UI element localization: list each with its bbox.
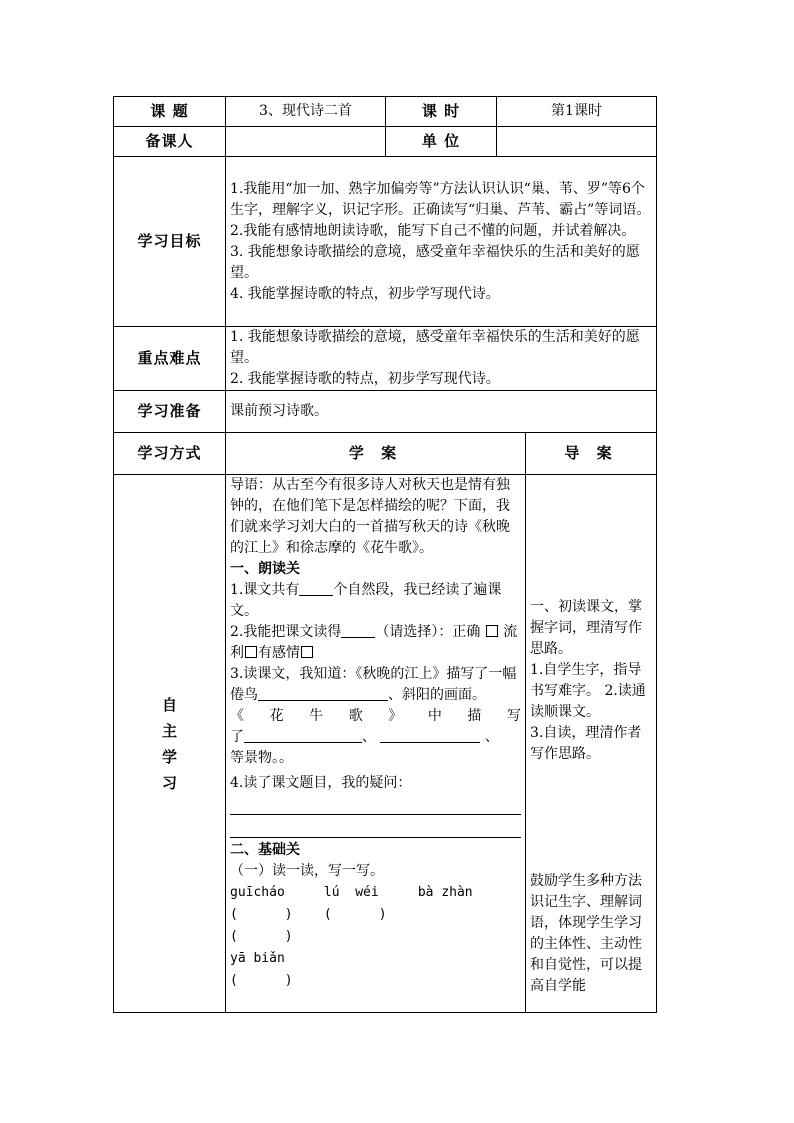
blank-birds[interactable] bbox=[258, 686, 388, 701]
topic-label: 课 题 bbox=[114, 97, 226, 127]
row-prep bbox=[114, 391, 657, 433]
section-basics: 二、基础关 bbox=[230, 842, 300, 858]
blank-read-level[interactable] bbox=[341, 623, 375, 638]
guide-item: 一、初读课文，掌握字词，理清写作思路。 bbox=[530, 599, 642, 657]
blank-scene-2[interactable] bbox=[380, 728, 480, 743]
sub-read-write: （一）读一读，写一写。 bbox=[230, 863, 384, 879]
blank-scene-1[interactable] bbox=[244, 728, 362, 743]
answer-parens-1: ( ) ( ) bbox=[230, 907, 387, 922]
plan-header: 学 案 bbox=[226, 433, 526, 475]
prep-value: 课前预习诗歌。 bbox=[226, 391, 657, 433]
keypoint-item: 2. 我能掌握诗歌的特点，初步学写现代诗。 bbox=[230, 371, 500, 387]
unit-value bbox=[497, 127, 657, 157]
keypoint-item: 1. 我能想象诗歌描绘的意境，感受童年幸福快乐的生活和美好的愿望。 bbox=[230, 329, 640, 366]
guide-item: 1.自学生字，指导书写难字。 2.读通读顺课文。 bbox=[530, 662, 646, 720]
keypoints-label: 重点难点 bbox=[114, 327, 226, 391]
topic-value: 3、现代诗二首 bbox=[226, 97, 386, 127]
question-1: 1.课文共有 个自然段，我已经读了遍课文。 bbox=[230, 582, 502, 619]
plan-content bbox=[226, 475, 526, 1013]
blank-paragraph-count[interactable] bbox=[299, 581, 333, 596]
question-3-line3: 了 、 、 bbox=[230, 729, 499, 745]
preparer-value bbox=[226, 127, 386, 157]
goals-label: 学习目标 bbox=[114, 157, 226, 327]
goal-item: 3. 我能想象诗歌描绘的意境，感受童年幸福快乐的生活和美好的愿望。 bbox=[230, 243, 640, 281]
question-3-line4: 等景物。。 bbox=[230, 750, 293, 766]
answer-line-1[interactable] bbox=[230, 794, 521, 815]
period-value: 第1课时 bbox=[497, 97, 657, 127]
self-study-label: 自 主 学 习 bbox=[114, 475, 226, 1013]
question-3: 3.读课文，我知道：《秋晚的江上》描写了一幅倦鸟 、斜阳的画面。 bbox=[230, 666, 517, 703]
unit-label: 单 位 bbox=[386, 127, 497, 157]
row-topic bbox=[114, 97, 657, 127]
goal-item: 1.我能用“加一加、熟字加偏旁等”方法认识认识“巢、苇、罗”等6个生字，理解字义，识记字形。正确读写“归巢、芦苇、霸占”等词语。 bbox=[230, 180, 651, 218]
row-goals bbox=[114, 157, 657, 327]
preparer-label: 备课人 bbox=[114, 127, 226, 157]
lesson-plan-table bbox=[113, 96, 657, 1013]
section-reading: 一、朗读关 bbox=[230, 561, 300, 577]
period-label: 课 时 bbox=[386, 97, 497, 127]
guide-item: 鼓励学生多种方法识记生字、理解词语，体现学生学习的主体性、主动性和自觉性，可以提高自学能 bbox=[530, 873, 642, 994]
pinyin-row-2: yā biǎn bbox=[230, 951, 285, 966]
method-label: 学习方式 bbox=[114, 433, 226, 475]
answer-line-2[interactable] bbox=[230, 817, 521, 838]
row-preparer bbox=[114, 127, 657, 157]
pinyin-row-1: guīcháo lú wéi bà zhàn bbox=[230, 885, 473, 900]
keypoints-content bbox=[226, 327, 657, 391]
row-keypoints bbox=[114, 327, 657, 391]
checkbox-correct[interactable] bbox=[486, 625, 498, 637]
intro-text: 导语：从古至今有很多诗人对秋天也是情有独钟的，在他们笔下是怎样描绘的呢？下面，我们就来学习刘大白的一首描写秋天的诗《秋晚的江上》和徐志摩的《花牛歌》。 bbox=[230, 477, 510, 556]
goals-content bbox=[226, 157, 657, 327]
checkbox-emotional[interactable] bbox=[301, 646, 313, 658]
guide-item: 3.自读，理清作者写作思路。 bbox=[530, 725, 642, 762]
question-2: 2.我能把课文读得 （请选择）：正确 流利 有感情 bbox=[230, 624, 518, 661]
question-4: 4.读了课文题目，我的疑问： bbox=[230, 775, 412, 791]
goal-item: 4. 我能掌握诗歌的特点，初步学写现代诗。 bbox=[230, 285, 500, 302]
answer-parens-3: ( ) bbox=[230, 973, 293, 988]
answer-parens-2: ( ) bbox=[230, 929, 293, 944]
lesson-plan-sheet bbox=[113, 96, 656, 1013]
question-3-line2: 《花牛歌》中描写 bbox=[230, 708, 521, 724]
goal-item: 2.我能有感情地朗读诗歌，能写下自己不懂的问题，并试着解决。 bbox=[230, 222, 636, 239]
guide-content bbox=[526, 475, 657, 1013]
guide-header: 导 案 bbox=[526, 433, 657, 475]
row-method bbox=[114, 433, 657, 475]
checkbox-fluent[interactable] bbox=[245, 646, 257, 658]
prep-label: 学习准备 bbox=[114, 391, 226, 433]
row-self-study bbox=[114, 475, 657, 1013]
